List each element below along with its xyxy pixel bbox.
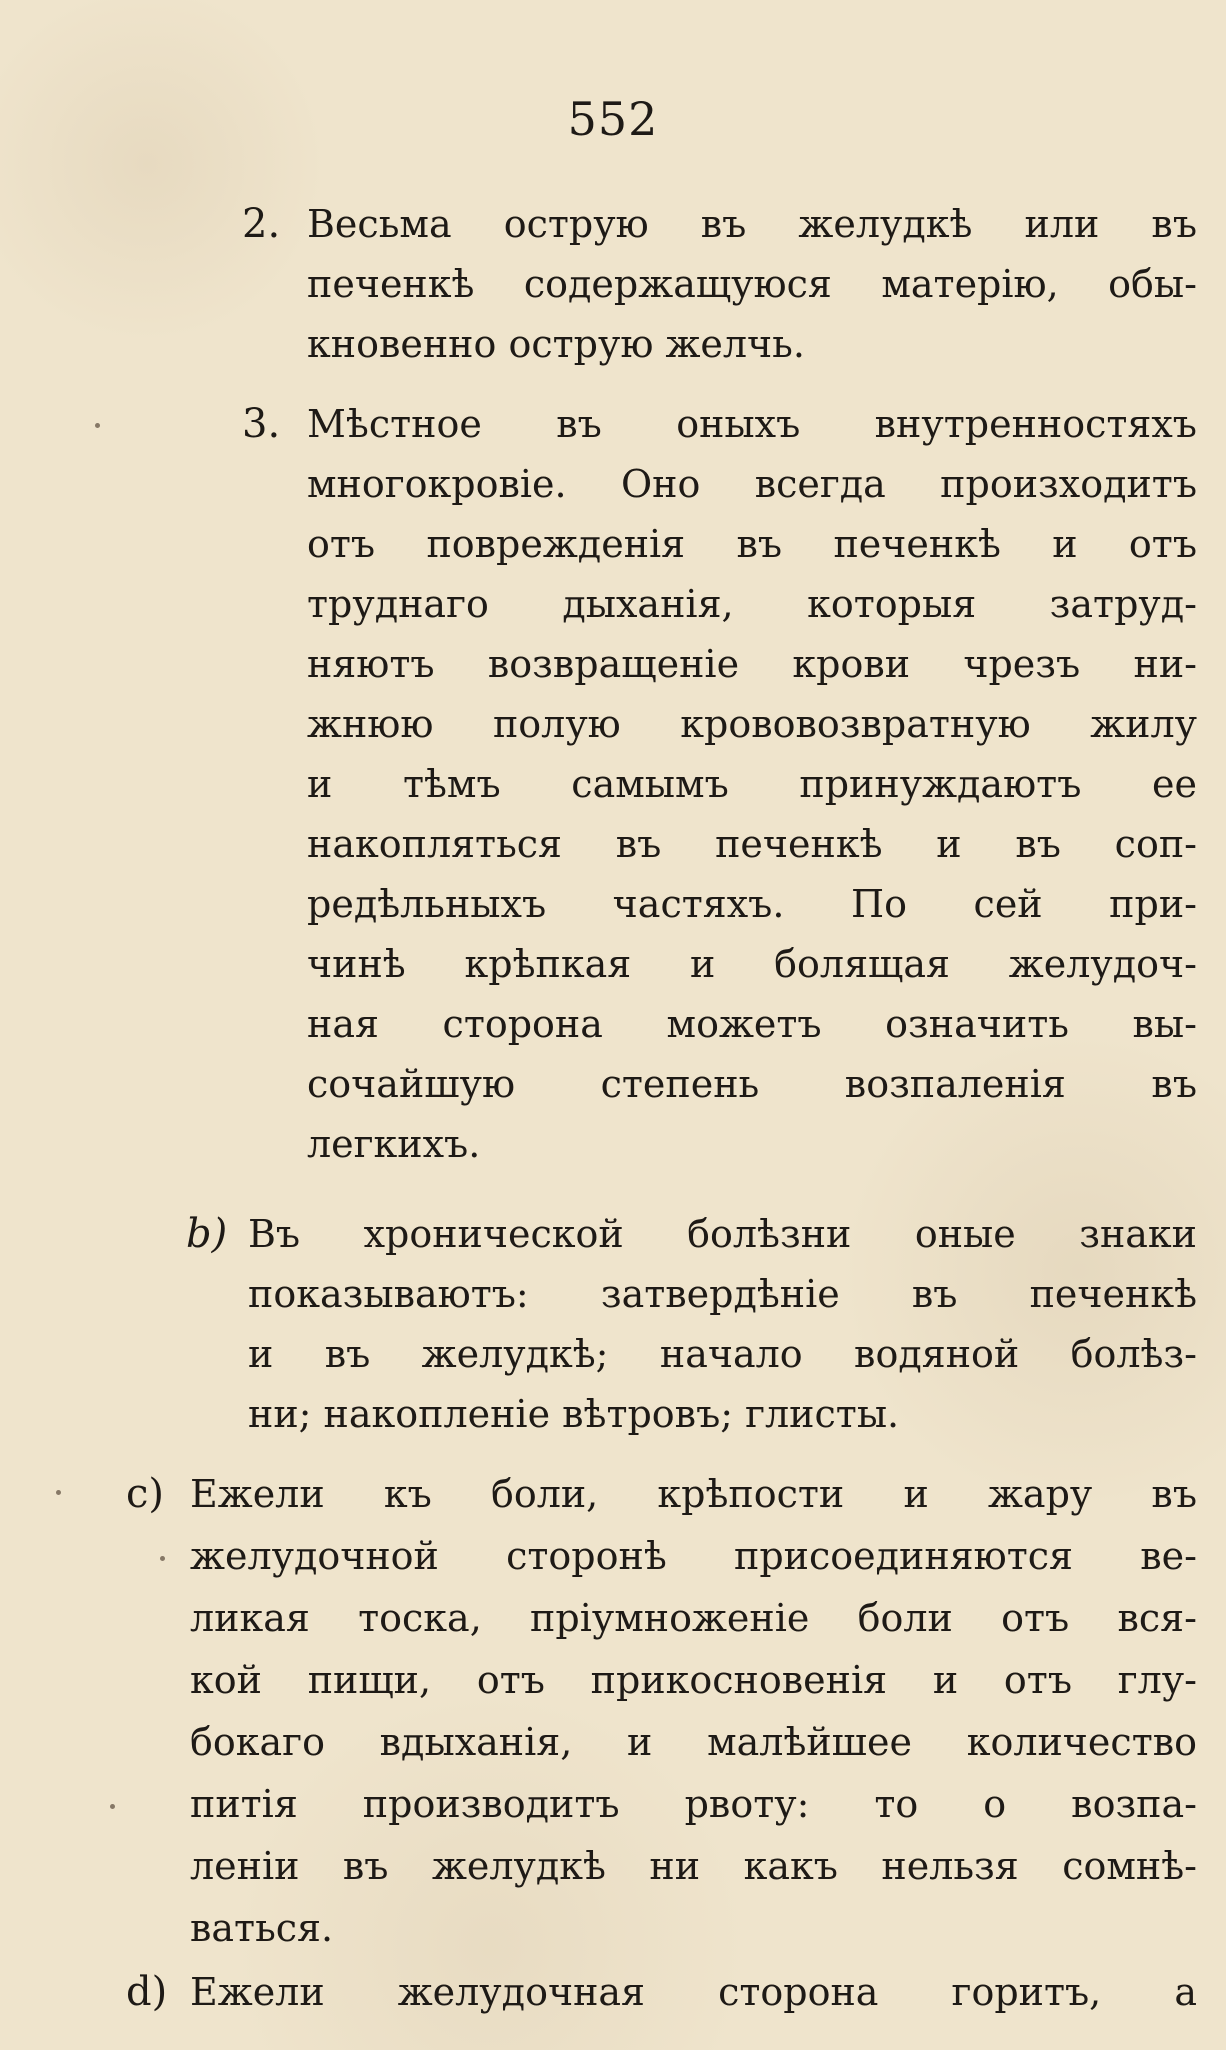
- text-line: жнюю полую крововозвратную жилу: [307, 702, 1197, 746]
- paper-speck: [110, 1804, 115, 1809]
- text-line: чинѣ крѣпкая и болящая желудоч-: [307, 942, 1197, 986]
- text-line: кой пищи, отъ прикосновенія и отъ глу-: [190, 1658, 1197, 1702]
- text-line: многокровіе. Оно всегда произходитъ: [307, 462, 1197, 506]
- text-line: Ежели къ боли, крѣпости и жару въ: [190, 1472, 1197, 1516]
- text-line: ни; накопленіе вѣтровъ; глисты.: [248, 1392, 900, 1436]
- text-line: Мѣстное въ оныхъ внутренностяхъ: [307, 402, 1197, 446]
- paper-speck: [56, 1490, 61, 1495]
- text-line: кновенно острую желчь.: [307, 322, 805, 366]
- text-line: желудочной сторонѣ присоединяются ве-: [190, 1534, 1197, 1578]
- text-line: накопляться въ печенкѣ и въ соп-: [307, 822, 1197, 866]
- item-marker-d: d): [126, 1969, 168, 2015]
- text-line: редѣльныхъ частяхъ. По сей при-: [307, 882, 1197, 926]
- text-line: и тѣмъ самымъ принуждаютъ ее: [307, 762, 1197, 806]
- text-line: бокаго вдыханія, и малѣйшее количество: [190, 1720, 1197, 1764]
- text-line: и въ желудкѣ; начало водяной болѣз-: [248, 1332, 1197, 1376]
- text-line: ликая тоска, пріумноженіе боли отъ вся-: [190, 1596, 1197, 1640]
- text-line: ная сторона можетъ означить вы-: [307, 1002, 1197, 1046]
- paper-speck: [95, 423, 100, 428]
- text-line: Ежели желудочная сторона горитъ, а: [190, 1970, 1197, 2014]
- text-line: печенкѣ содержащуюся матерію, обы-: [307, 262, 1197, 306]
- text-line: Весьма острую въ желудкѣ или въ: [307, 202, 1197, 246]
- text-line: сочайшую степень возпаленія въ: [307, 1062, 1197, 1106]
- text-line: няютъ возвращеніе крови чрезъ ни-: [307, 642, 1197, 686]
- item-marker-c: c): [126, 1471, 165, 1517]
- item-marker-b: b): [186, 1211, 228, 1257]
- text-line: легкихъ.: [307, 1122, 481, 1166]
- text-line: труднаго дыханія, которыя затруд-: [307, 582, 1197, 626]
- text-line: леніи въ желудкѣ ни какъ нельзя сомнѣ-: [190, 1844, 1197, 1888]
- text-line: показываютъ: затвердѣніе въ печенкѣ: [248, 1272, 1197, 1316]
- text-line: питія производитъ рвоту: то о возпа-: [190, 1782, 1197, 1826]
- paper-speck: [160, 1556, 165, 1561]
- item-marker-3: 3.: [242, 401, 281, 447]
- text-line: Въ хронической болѣзни оные знаки: [248, 1212, 1197, 1256]
- item-marker-2: 2.: [242, 201, 281, 247]
- text-line: отъ поврежденія въ печенкѣ и отъ: [307, 522, 1197, 566]
- page-number: 552: [567, 92, 659, 146]
- text-line: ваться.: [190, 1906, 334, 1950]
